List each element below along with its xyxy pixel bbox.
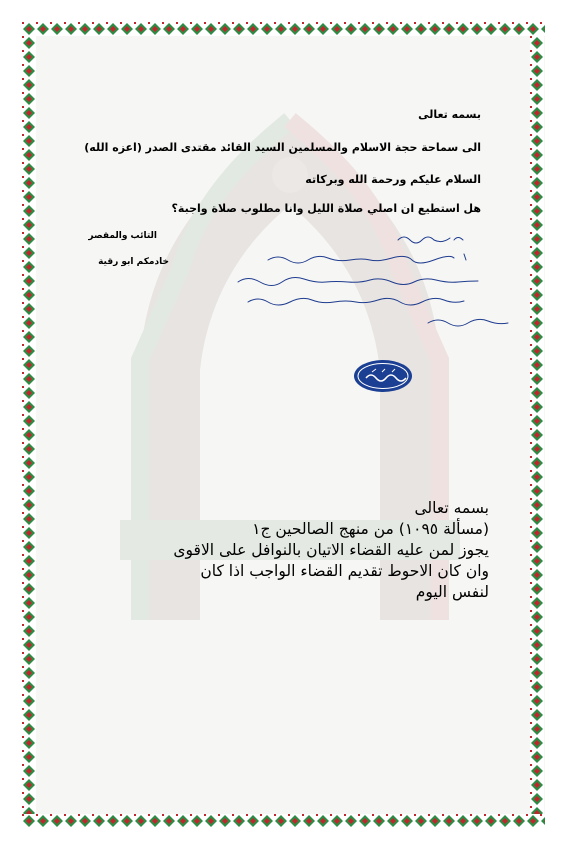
addressee-line: الى سماحة حجة الاسلام والمسلمين السيد القائد مقتدى الصدر (اعزه الله) [84,141,481,154]
sender-line: خادمكم ابو رقية [98,257,169,267]
answer-line: (مسألة ١٠٩٥) من منهج الصالحين ج١ [252,520,489,538]
signoff-line: التائب والمقصر [88,231,157,241]
answer-line: لنفس اليوم [415,583,489,601]
decorative-border-top [22,22,545,36]
decorative-border-bottom [22,814,545,828]
office-seal [352,358,414,394]
answer-line: وان كان الاحوط تقديم القضاء الواجب اذا كان [200,562,489,580]
handwritten-reply [228,230,528,340]
answer-transcription [173,498,489,603]
basmala-heading: بسمه تعالى [418,108,481,121]
question-line: هل استطيع ان اصلي صلاة الليل وانا مطلوب صلاة واجبة؟ [171,202,481,215]
answer-line: بسمه تعالى [414,499,489,517]
decorative-border-left [22,22,36,828]
greeting-line: السلام عليكم ورحمة الله وبركاته [305,173,481,186]
answer-line: يجوز لمن عليه القضاء الاتيان بالنوافل على الاقوى [173,541,489,559]
decorative-border-right [530,22,544,828]
